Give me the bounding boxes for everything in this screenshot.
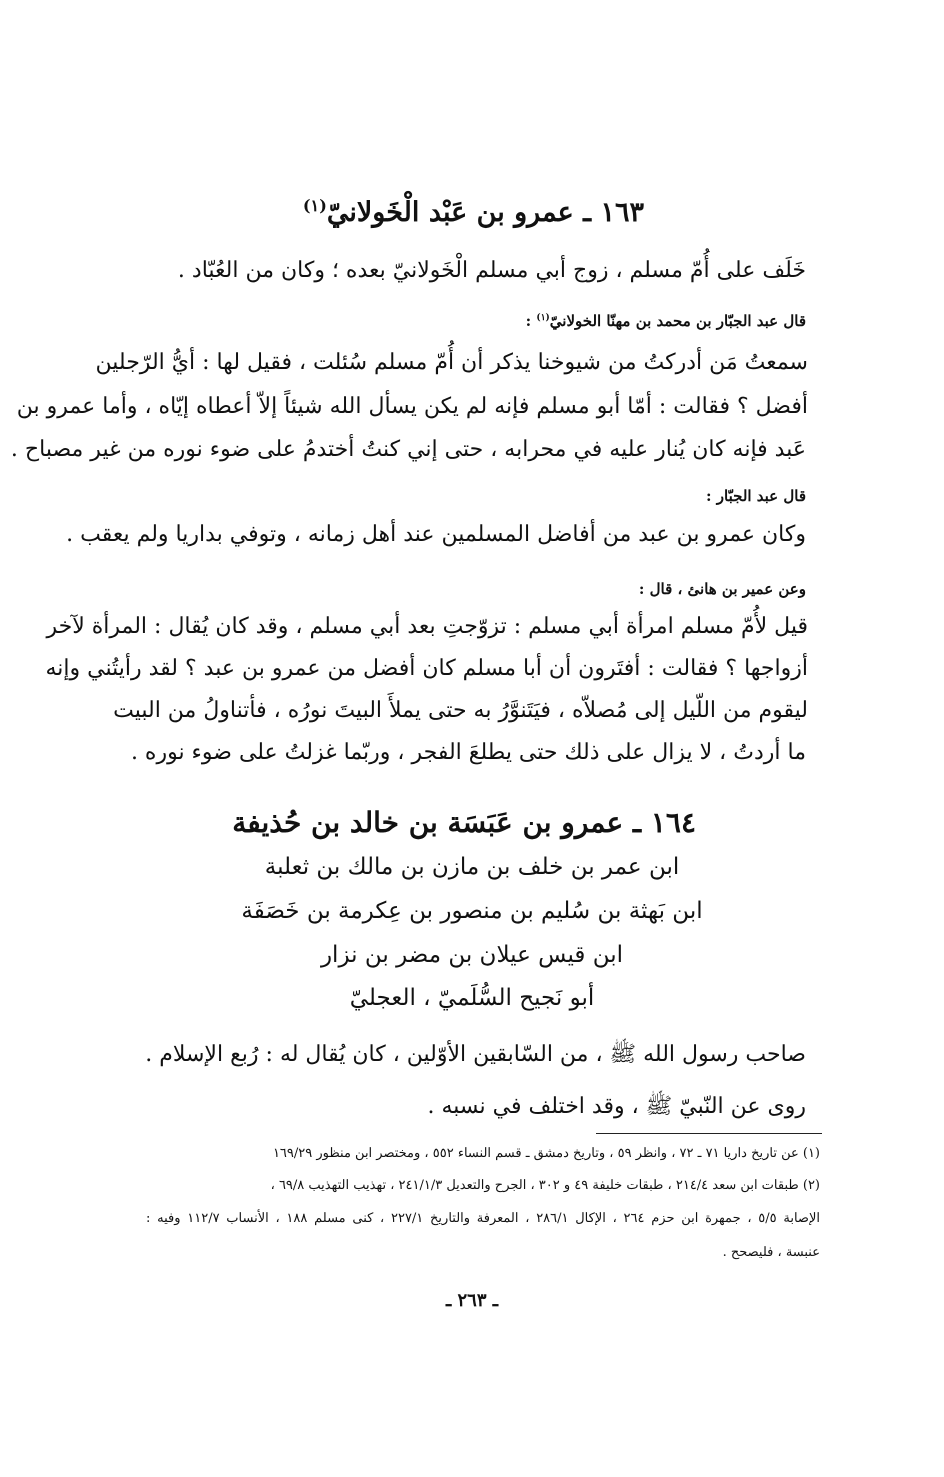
lineage-line: ابن قيس عيلان بن مضر بن نزار [320,942,624,968]
footnote-ref: (١) [536,313,550,323]
footnote-2-continued: الإصابة ٥/٥ ، جمهرة ابن حزم ٢٦٤ ، الإكال ٢٨٦/١ ، المعرفة والتاريخ ٢٢٧/١ ، كنى مسلم ١٨٨ ، الأنساب ١١٢/٧ وفيه : [146,1211,820,1226]
paragraph-line: روى عن النّبيّ ﷺ ، وقد اختلف في نسبه . [427,1094,806,1119]
lineage-line: ابن بَهثة بن سُليم بن منصور بن عِكرمة بن خَصَفَة [241,898,703,924]
paragraph-line: أفضل ؟ فقالت : أمّا أبو مسلم فإنه لم يكن يسأل الله شيئاً إلاّ أعطاه إيّاه ، وأما عمرو بن [16,394,808,419]
paragraph-line: أزواجها ؟ فقالت : أفتَرون أن أبا مسلم كان أفضل من عمرو بن عبد ؟ لقد رأيتُني وإنه [45,656,808,681]
attribution-text: قال عبد الجبّار بن محمد بن مهنّا الخولانيّ [549,312,806,330]
paragraph-line: ما أردتُ ، لا يزال على ذلك حتى يطلعَ الفجر ، وربّما غزلتُ على ضوء نوره . [130,740,806,765]
footnote-1: (١) عن تاريخ داريا ٧١ ـ ٧٢ ، وانظر ٥٩ ، وتاريخ دمشق ـ قسم النساء ٥٥٢ ، ومختصر ابن منظور ١٦٩/٢٩ [272,1146,820,1161]
paragraph-line: صاحب رسول الله ﷺ ، من السّابقين الأوّلين ، كان يُقال له : رُبع الإسلام . [145,1042,806,1067]
page-number: ـ ٢٦٣ ـ [445,1290,499,1311]
footnote-divider [596,1133,822,1134]
lineage-line: ابن عمر بن خلف بن مازن بن مالك بن ثعلبة [264,854,680,880]
paragraph-line: عَبد فإنه كان يُنار عليه في محرابه ، حتى إني كنتُ أختدمُ على ضوء نوره من غير مصباح . [10,437,806,462]
entry-164-heading: ١٦٤ ـ عمرو بن عَبَسَة بن خالد بن حُذيفة [232,806,696,839]
footnote-2: (٢) طبقات ابن سعد ٢١٤/٤ ، طبقات خليفة ٤٩ و ٣٠٢ ، الجرح والتعديل ٢٤١/١/٣ ، تهذيب التهذيب ٦٩/٨ ، [270,1178,820,1193]
attribution-umayr: وعن عمير بن هانئ ، قال : [638,580,806,598]
attribution-abd-al-jabbar-2: قال عبد الجبّار : [706,487,806,505]
entry-163-title: ١٦٣ ـ عمرو بن عَبْد الْخَولانيّ [326,197,644,228]
paragraph-line: وكان عمرو بن عبد من أفاضل المسلمين عند أهل زمانه ، وتوفي بداريا ولم يعقب . [66,522,806,547]
kunya-line: أبو نَجيح السُّلَميّ ، العجليّ [349,985,595,1011]
attribution-abd-al-jabbar [526,312,806,330]
footnote-2-continued: عنبسة ، فليصحح . [722,1245,820,1260]
entry-163-intro: خَلَف على أُمّ مسلم ، زوج أبي مسلم الْخَولانيّ بعده ؛ وكان من العُبّاد . [177,258,806,283]
attribution-colon: : [525,312,537,330]
footnote-ref: (١) [302,196,327,215]
paragraph-line: سمعتُ مَن أدركتُ من شيوخنا يذكر أن أُمّ مسلم سُئلت ، فقيل لها : أيُّ الرّجلين [95,350,808,375]
paragraph-line: ليقوم من اللّيل إلى مُصلاّه ، فيَتَنوَّرُ به حتى يملأَ البيتَ نورُه ، فأتناولُ من البيت [113,698,808,723]
paragraph-line: قيل لأُمّ مسلم امرأة أبي مسلم : تزوّجتِ بعد أبي مسلم ، وقد كان يُقال : المرأة لآخر [46,614,808,639]
entry-163-heading [303,196,644,228]
